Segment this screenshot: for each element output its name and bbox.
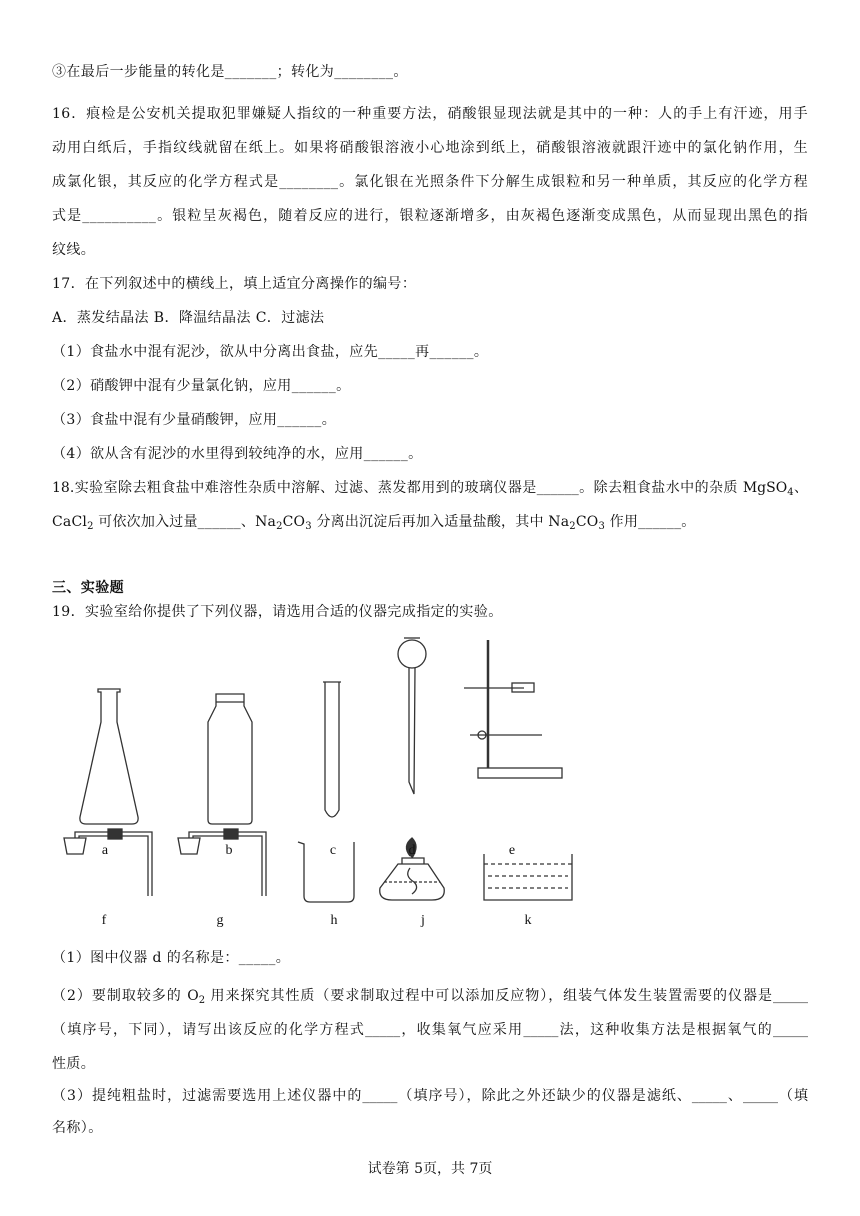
q19-sub-3-line-1: （3）提纯粗盐时，过滤需要选用上述仪器中的_____（填序号），除此之外还缺少的仪器是滤纸、_____、_____（填 xyxy=(52,1088,808,1104)
q17-sub-3: （3）食盐中混有少量硝酸钾，应用______。 xyxy=(52,412,337,428)
section-title-experiment: 三、实验题 xyxy=(52,580,124,596)
q19-sub-2-line-1: （2）要制取较多的 $O_2$ 用来探究其性质（要求制取过程中可以添加反应物），组装气体发生装置需要的仪器是_____ xyxy=(52,988,808,1006)
line-energy-conversion: ③在最后一步能量的转化是_______；转化为________。 xyxy=(52,64,408,80)
delivery-tube-g-icon xyxy=(178,829,266,896)
q16-line-5: 纹线。 xyxy=(52,242,96,258)
beaker-icon xyxy=(298,842,354,902)
label-j: j xyxy=(421,913,425,928)
label-a: a xyxy=(101,843,109,858)
q18-line-2: CaCl$_2$ 可依次加入过量______、$Na_2CO_3$ 分离出沉淀后再加入适量盐酸，其中 $Na_2CO_3$ 作用______。 xyxy=(52,514,696,532)
q19-sub-2-line-2: （填序号，下同），请写出该反应的化学方程式_____，收集氧气应采用_____法，这种收集方法是根据氧气的_____ xyxy=(52,1022,808,1038)
q19-stem: 19．实验室给你提供了下列仪器，请选用合适的仪器完成指定的实验。 xyxy=(52,604,503,620)
q17-stem: 17．在下列叙述中的横线上，填上适宜分离操作的编号： xyxy=(52,276,417,292)
q17-sub-1: （1）食盐水中混有泥沙，欲从中分离出食盐，应先_____再______。 xyxy=(52,344,489,360)
conical-flask-icon xyxy=(80,689,138,824)
q16-line-3: 成氯化银，其反应的化学方程式是________。氯化银在光照条件下分解生成银粒和另一种单质，其反应的化学方程 xyxy=(52,174,808,190)
q19-sub-1: （1）图中仪器 d 的名称是：_____。 xyxy=(52,950,291,966)
q17-sub-2: （2）硝酸钾中混有少量氯化钠，应用______。 xyxy=(52,378,351,394)
page-footer: 试卷第 5页，共 7页 xyxy=(367,1161,493,1177)
label-d: d xyxy=(408,843,416,858)
q17-sub-4: （4）欲从含有泥沙的水里得到较纯净的水，应用______。 xyxy=(52,446,423,462)
label-h: h xyxy=(330,913,338,928)
label-c: c xyxy=(329,843,337,858)
delivery-tube-f-icon xyxy=(64,829,152,896)
q17-options: A．蒸发结晶法 B．降温结晶法 C．过滤法 xyxy=(52,310,325,326)
label-b: b xyxy=(225,843,233,858)
iron-stand-icon xyxy=(464,640,562,778)
label-g: g xyxy=(216,913,224,928)
test-tube-icon xyxy=(323,682,341,817)
label-e: e xyxy=(508,843,516,858)
separating-funnel-icon xyxy=(398,638,426,794)
water-trough-icon xyxy=(484,854,572,900)
q18-line-1: 18.实验室除去粗食盐中难溶性杂质中溶解、过滤、蒸发都用到的玻璃仪器是______。除去粗食盐水中的杂质 MgSO$_4$、 xyxy=(52,480,808,498)
q16-line-1: 16．痕检是公安机关提取犯罪嫌疑人指纹的一种重要方法，硝酸银显现法就是其中的一种：人的手上有汗迹，用手 xyxy=(52,106,808,122)
q16-line-4: 式是__________。银粒呈灰褐色，随着反应的进行，银粒逐渐增多，由灰褐色逐渐变成黑色，从而显现出黑色的指 xyxy=(52,208,808,224)
q19-sub-3-line-2: 名称）。 xyxy=(52,1120,103,1136)
apparatus-figure xyxy=(52,632,812,932)
reagent-bottle-icon xyxy=(208,694,252,824)
label-f: f xyxy=(101,913,107,928)
q16-line-2: 动用白纸后，手指纹线就留在纸上。如果将硝酸银溶液小心地涂到纸上，硝酸银溶液就跟汗迹中的氯化钠作用，生 xyxy=(52,140,808,156)
q19-sub-2-line-3: 性质。 xyxy=(52,1056,96,1072)
label-k: k xyxy=(524,913,532,928)
